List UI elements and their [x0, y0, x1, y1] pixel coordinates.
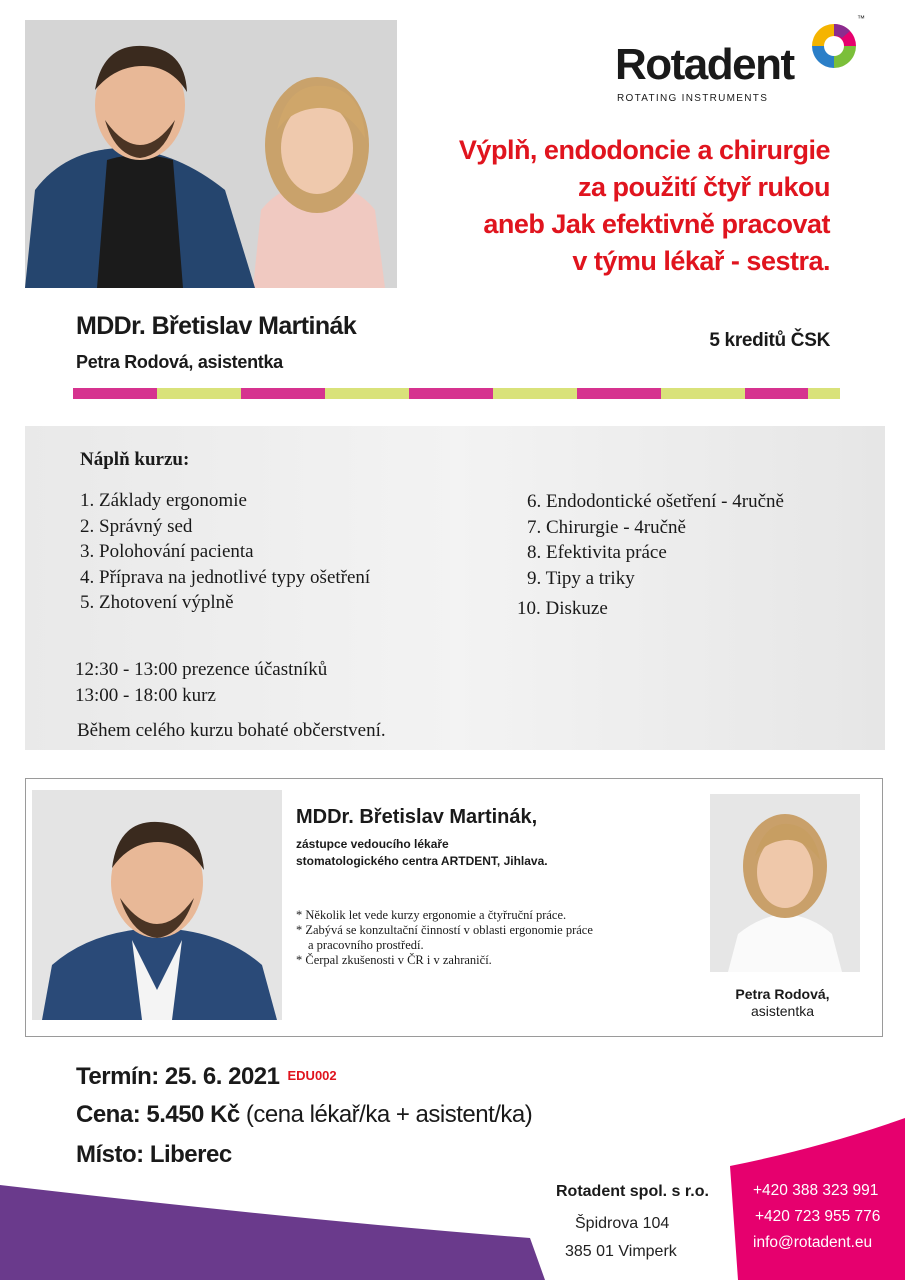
contact-info: [745, 1178, 880, 1256]
rotadent-logo-wordmark: Rotadent: [615, 40, 794, 89]
rodova-caption: [700, 986, 865, 1020]
stripe-segment: [157, 388, 241, 399]
rotadent-logo-icon: [806, 18, 862, 83]
main-speaker-name: MDDr. Břetislav Martinák: [76, 312, 357, 340]
list-item: 9. Tipy a triky: [527, 567, 635, 589]
title-line: Výplň, endodoncie a chirurgie: [458, 135, 830, 165]
bio-speaker-name: MDDr. Břetislav Martinák,: [296, 806, 538, 828]
bio-bullet: * Zabývá se konzultační činností v oblasti ergonomie práce: [296, 923, 593, 937]
date-label: Termín: 25. 6. 2021: [76, 1063, 280, 1090]
event-price: [76, 1101, 532, 1129]
trademark-mark: ™: [857, 14, 865, 23]
refreshment-note: Během celého kurzu bohaté občerstvení.: [77, 720, 386, 741]
list-item: 8. Efektivita práce: [527, 542, 667, 563]
stripe-segment: [661, 388, 745, 399]
course-heading: Náplň kurzu:: [80, 449, 190, 470]
list-item: 1. Základy ergonomie: [80, 490, 247, 511]
company-address: [565, 1210, 677, 1266]
martinak-photo: [32, 790, 282, 1020]
address-city: 385 01 Vimperk: [565, 1243, 677, 1260]
speakers-photo: [25, 20, 397, 288]
bio-bullet: * Několik let vede kurzy ergonomie a čtyřruční práce.: [296, 908, 567, 922]
schedule-line: 13:00 - 18:00 kurz: [75, 685, 216, 706]
course-list-left: [80, 488, 370, 616]
list-item: 3. Polohování pacienta: [80, 541, 254, 562]
course-title: [410, 132, 830, 280]
list-item: 2. Správný sed: [80, 515, 193, 537]
stripe-segment: [409, 388, 493, 399]
price-label: Cena: 5.450 Kč: [76, 1101, 240, 1128]
stripe-segment: [73, 388, 157, 399]
bio-bullet: * Čerpal zkušenosti v ČR i v zahraničí.: [296, 953, 492, 967]
schedule-line: 12:30 - 13:00 prezence účastníků: [75, 659, 328, 680]
title-line: v týmu lékař - sestra.: [572, 246, 830, 276]
stripe-segment: [325, 388, 409, 399]
title-line: za použití čtyř rukou: [577, 172, 830, 202]
assistant-name: Petra Rodová, asistentka: [76, 352, 283, 372]
list-item: 6. Endodontické ošetření - 4ručně: [527, 491, 784, 512]
rodova-name: Petra Rodová,: [735, 986, 830, 1002]
title-line: aneb Jak efektivně pracovat: [483, 209, 830, 239]
rotadent-tagline: ROTATING INSTRUMENTS: [617, 93, 769, 104]
list-item: 7. Chirurgie - 4ručně: [527, 516, 686, 538]
stripe-segment: [745, 388, 808, 399]
phone-1[interactable]: +420 388 323 991: [753, 1182, 879, 1199]
course-list-right: [517, 489, 784, 622]
role-line: stomatologického centra ARTDENT, Jihlava.: [296, 854, 548, 868]
price-note: (cena lékař/ka + asistent/ka): [239, 1101, 533, 1128]
stripe-segment: [493, 388, 577, 399]
stripe-segment: [241, 388, 325, 399]
bio-speaker-role: [296, 836, 548, 870]
address-street: Špidrova 104: [575, 1215, 670, 1232]
bio-bullets: [296, 908, 593, 968]
stripe-segment: [577, 388, 661, 399]
event-code: EDU002: [287, 1068, 337, 1083]
schedule: [75, 657, 327, 709]
footer-purple-shape: [0, 1150, 560, 1285]
rodova-role: asistentka: [750, 1003, 815, 1019]
email-link[interactable]: info@rotadent.eu: [753, 1234, 873, 1251]
bio-bullet: a pracovního prostředí.: [308, 938, 424, 952]
list-item: 5. Zhotovení výplně: [80, 592, 234, 613]
list-item: 10. Diskuze: [517, 598, 608, 619]
list-item: 4. Příprava na jednotlivé typy ošetření: [80, 566, 371, 588]
rodova-photo: [710, 794, 860, 972]
company-name: Rotadent spol. s r.o.: [556, 1183, 709, 1200]
event-date: [76, 1063, 337, 1091]
credits-label: 5 kreditů ČSK: [709, 330, 830, 351]
phone-2[interactable]: +420 723 955 776: [755, 1208, 881, 1225]
stripe-segment: [808, 388, 840, 399]
event-location: Místo: Liberec: [76, 1141, 232, 1168]
role-line: zástupce vedoucího lékaře: [296, 837, 449, 851]
